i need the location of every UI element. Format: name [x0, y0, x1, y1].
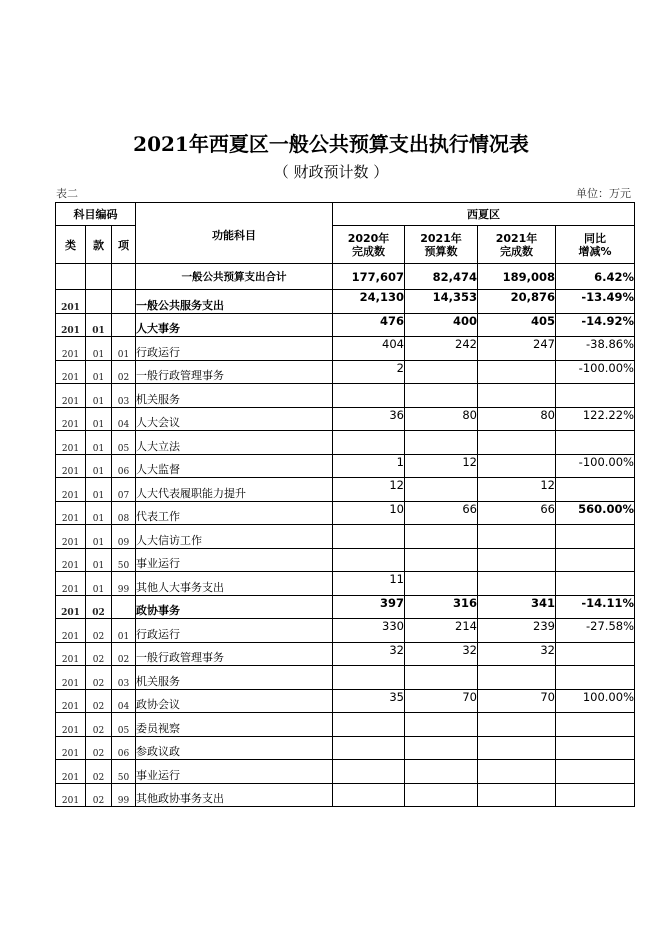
function-name: 其他政协事务支出	[136, 783, 333, 807]
value-2021-actual	[478, 454, 556, 478]
value-yoy-change: -14.92%	[556, 314, 635, 337]
lei-code: 201	[56, 525, 86, 549]
function-name: 事业运行	[136, 760, 333, 784]
value-yoy-change: -100.00%	[556, 360, 635, 384]
value-2021-actual: 341	[478, 595, 556, 619]
table-row	[56, 478, 635, 502]
table-row	[56, 572, 635, 596]
value-2021-actual: 239	[478, 619, 556, 643]
page-subtitle: （ 财政预计数 ）	[273, 163, 389, 181]
value-2021-budget	[405, 572, 478, 596]
xiang-code: 06	[112, 736, 136, 760]
xiang-code	[112, 290, 136, 314]
value-2021-actual	[478, 760, 556, 784]
value-2021-budget: 14,353	[405, 290, 478, 314]
table-row	[56, 783, 635, 807]
xiang-code	[112, 264, 136, 290]
lei-code	[56, 264, 86, 290]
value-2020-actual	[333, 713, 405, 737]
table-row	[56, 454, 635, 478]
table-row	[56, 264, 635, 290]
table-row	[56, 501, 635, 525]
table-row	[56, 666, 635, 690]
value-2020-actual: 36	[333, 407, 405, 431]
value-2021-budget	[405, 783, 478, 807]
table-row	[56, 384, 635, 408]
xiang-code: 03	[112, 384, 136, 408]
value-2021-actual	[478, 525, 556, 549]
value-2021-actual: 20,876	[478, 290, 556, 314]
value-yoy-change	[556, 525, 635, 549]
table-row	[56, 548, 635, 572]
kuan-code: 02	[86, 619, 112, 643]
function-name: 一般公共预算支出合计	[136, 264, 333, 290]
xiang-code: 50	[112, 548, 136, 572]
col-2021-actual-header: 2021年 完成数	[478, 226, 556, 264]
lei-header: 类	[56, 226, 86, 264]
lei-code: 201	[56, 760, 86, 784]
function-header: 功能科目	[136, 203, 333, 264]
lei-code: 201	[56, 548, 86, 572]
value-2021-actual: 66	[478, 501, 556, 525]
function-name: 政协事务	[136, 595, 333, 619]
value-yoy-change	[556, 548, 635, 572]
region-header: 西夏区	[333, 203, 635, 226]
value-yoy-change	[556, 760, 635, 784]
lei-code: 201	[56, 666, 86, 690]
col-yoy-header: 同比 增减%	[556, 226, 635, 264]
xiang-code: 50	[112, 760, 136, 784]
value-2021-budget: 82,474	[405, 264, 478, 290]
value-2021-actual: 189,008	[478, 264, 556, 290]
lei-code: 201	[56, 314, 86, 337]
function-name: 人大立法	[136, 431, 333, 455]
kuan-code: 01	[86, 314, 112, 337]
lei-code: 201	[56, 337, 86, 361]
lei-code: 201	[56, 384, 86, 408]
kuan-code: 02	[86, 689, 112, 713]
value-2021-budget	[405, 478, 478, 502]
lei-code: 201	[56, 431, 86, 455]
value-2020-actual	[333, 548, 405, 572]
page-title: 2021年西夏区一般公共预算支出执行情况表	[133, 132, 529, 156]
xiang-code: 05	[112, 431, 136, 455]
value-2020-actual: 1	[333, 454, 405, 478]
value-2021-actual: 247	[478, 337, 556, 361]
xiang-code	[112, 314, 136, 337]
kuan-code: 01	[86, 548, 112, 572]
kuan-code: 02	[86, 642, 112, 666]
kuan-code: 01	[86, 384, 112, 408]
table-row	[56, 431, 635, 455]
value-yoy-change	[556, 736, 635, 760]
lei-code: 201	[56, 454, 86, 478]
xiang-code	[112, 595, 136, 619]
value-yoy-change	[556, 713, 635, 737]
value-yoy-change	[556, 666, 635, 690]
kuan-code: 02	[86, 736, 112, 760]
value-2021-budget: 80	[405, 407, 478, 431]
value-2020-actual: 330	[333, 619, 405, 643]
kuan-code: 02	[86, 713, 112, 737]
lei-code: 201	[56, 360, 86, 384]
value-2021-actual	[478, 572, 556, 596]
value-2021-budget: 12	[405, 454, 478, 478]
function-name: 政协会议	[136, 689, 333, 713]
kuan-code: 01	[86, 501, 112, 525]
value-2021-budget	[405, 360, 478, 384]
lei-code: 201	[56, 783, 86, 807]
value-2021-budget	[405, 760, 478, 784]
value-2020-actual: 397	[333, 595, 405, 619]
value-yoy-change	[556, 478, 635, 502]
value-yoy-change: 122.22%	[556, 407, 635, 431]
xiang-code: 99	[112, 783, 136, 807]
xiang-code: 02	[112, 642, 136, 666]
table-row	[56, 760, 635, 784]
function-name: 人大信访工作	[136, 525, 333, 549]
table-row	[56, 595, 635, 619]
value-2020-actual	[333, 736, 405, 760]
kuan-code: 02	[86, 760, 112, 784]
code-group-header: 科目编码	[56, 203, 136, 226]
value-yoy-change	[556, 431, 635, 455]
table-row	[56, 360, 635, 384]
table-label: 表二	[56, 187, 78, 200]
table-row	[56, 407, 635, 431]
xiang-code: 04	[112, 689, 136, 713]
kuan-code: 01	[86, 337, 112, 361]
function-name: 人大会议	[136, 407, 333, 431]
lei-code: 201	[56, 290, 86, 314]
col-2020-actual-header: 2020年 完成数	[333, 226, 405, 264]
kuan-code: 01	[86, 525, 112, 549]
unit-label: 单位：万元	[576, 187, 631, 200]
value-2021-budget	[405, 666, 478, 690]
value-2021-budget	[405, 431, 478, 455]
value-2020-actual: 404	[333, 337, 405, 361]
function-name: 代表工作	[136, 501, 333, 525]
value-yoy-change: -100.00%	[556, 454, 635, 478]
function-name: 机关服务	[136, 666, 333, 690]
kuan-code: 01	[86, 454, 112, 478]
table-row	[56, 314, 635, 337]
table-row	[56, 713, 635, 737]
table-row	[56, 619, 635, 643]
table-row	[56, 525, 635, 549]
value-2021-budget	[405, 384, 478, 408]
value-yoy-change: 6.42%	[556, 264, 635, 290]
value-2021-budget	[405, 736, 478, 760]
value-2021-budget	[405, 525, 478, 549]
value-2021-actual	[478, 431, 556, 455]
value-2021-actual	[478, 548, 556, 572]
xiang-code: 06	[112, 454, 136, 478]
kuan-code: 01	[86, 572, 112, 596]
value-2021-budget: 32	[405, 642, 478, 666]
function-name: 行政运行	[136, 337, 333, 361]
value-2020-actual: 11	[333, 572, 405, 596]
lei-code: 201	[56, 572, 86, 596]
function-name: 人大事务	[136, 314, 333, 337]
value-yoy-change: -38.86%	[556, 337, 635, 361]
value-yoy-change: 560.00%	[556, 501, 635, 525]
function-name: 一般公共服务支出	[136, 290, 333, 314]
kuan-code: 02	[86, 595, 112, 619]
value-2021-actual	[478, 736, 556, 760]
value-2020-actual	[333, 431, 405, 455]
kuan-header: 款	[86, 226, 112, 264]
lei-code: 201	[56, 619, 86, 643]
value-2021-actual: 405	[478, 314, 556, 337]
value-2021-budget: 316	[405, 595, 478, 619]
function-name: 机关服务	[136, 384, 333, 408]
xiang-header: 项	[112, 226, 136, 264]
lei-code: 201	[56, 407, 86, 431]
table-row	[56, 689, 635, 713]
value-2020-actual	[333, 525, 405, 549]
kuan-code: 01	[86, 478, 112, 502]
function-name: 参政议政	[136, 736, 333, 760]
value-2020-actual: 24,130	[333, 290, 405, 314]
value-2020-actual: 32	[333, 642, 405, 666]
value-yoy-change	[556, 642, 635, 666]
xiang-code: 04	[112, 407, 136, 431]
value-yoy-change: -14.11%	[556, 595, 635, 619]
kuan-code	[86, 264, 112, 290]
xiang-code: 01	[112, 619, 136, 643]
value-2020-actual: 2	[333, 360, 405, 384]
kuan-code: 01	[86, 360, 112, 384]
lei-code: 201	[56, 501, 86, 525]
xiang-code: 02	[112, 360, 136, 384]
lei-code: 201	[56, 478, 86, 502]
value-2020-actual	[333, 760, 405, 784]
value-2021-budget: 400	[405, 314, 478, 337]
xiang-code: 05	[112, 713, 136, 737]
value-yoy-change: -27.58%	[556, 619, 635, 643]
value-2021-budget: 70	[405, 689, 478, 713]
xiang-code: 03	[112, 666, 136, 690]
lei-code: 201	[56, 736, 86, 760]
value-2021-actual	[478, 783, 556, 807]
value-2021-actual	[478, 360, 556, 384]
table-row	[56, 290, 635, 314]
value-yoy-change	[556, 572, 635, 596]
xiang-code: 01	[112, 337, 136, 361]
value-2020-actual: 35	[333, 689, 405, 713]
kuan-code: 01	[86, 407, 112, 431]
value-2021-actual	[478, 384, 556, 408]
value-2021-actual: 12	[478, 478, 556, 502]
value-2020-actual: 177,607	[333, 264, 405, 290]
table-row	[56, 337, 635, 361]
lei-code: 201	[56, 595, 86, 619]
xiang-code: 09	[112, 525, 136, 549]
value-yoy-change	[556, 384, 635, 408]
kuan-code: 02	[86, 783, 112, 807]
function-name: 一般行政管理事务	[136, 642, 333, 666]
value-2020-actual	[333, 666, 405, 690]
value-2021-actual: 80	[478, 407, 556, 431]
value-2020-actual	[333, 384, 405, 408]
function-name: 人大代表履职能力提升	[136, 478, 333, 502]
value-yoy-change: -13.49%	[556, 290, 635, 314]
function-name: 委员视察	[136, 713, 333, 737]
lei-code: 201	[56, 689, 86, 713]
value-yoy-change	[556, 783, 635, 807]
value-2020-actual: 12	[333, 478, 405, 502]
value-2021-actual: 32	[478, 642, 556, 666]
function-name: 其他人大事务支出	[136, 572, 333, 596]
function-name: 事业运行	[136, 548, 333, 572]
value-2021-actual: 70	[478, 689, 556, 713]
value-2021-budget	[405, 713, 478, 737]
kuan-code	[86, 290, 112, 314]
value-yoy-change: 100.00%	[556, 689, 635, 713]
function-name: 人大监督	[136, 454, 333, 478]
value-2021-budget: 242	[405, 337, 478, 361]
table-row	[56, 642, 635, 666]
kuan-code: 02	[86, 666, 112, 690]
xiang-code: 07	[112, 478, 136, 502]
xiang-code: 08	[112, 501, 136, 525]
xiang-code: 99	[112, 572, 136, 596]
expenditure-table	[55, 202, 635, 807]
value-2021-budget	[405, 548, 478, 572]
kuan-code: 01	[86, 431, 112, 455]
value-2021-budget: 214	[405, 619, 478, 643]
lei-code: 201	[56, 642, 86, 666]
value-2021-actual	[478, 713, 556, 737]
function-name: 行政运行	[136, 619, 333, 643]
col-2021-budget-header: 2021年 预算数	[405, 226, 478, 264]
lei-code: 201	[56, 713, 86, 737]
value-2021-budget: 66	[405, 501, 478, 525]
value-2021-actual	[478, 666, 556, 690]
value-2020-actual	[333, 783, 405, 807]
value-2020-actual: 476	[333, 314, 405, 337]
value-2020-actual: 10	[333, 501, 405, 525]
function-name: 一般行政管理事务	[136, 360, 333, 384]
table-row	[56, 736, 635, 760]
